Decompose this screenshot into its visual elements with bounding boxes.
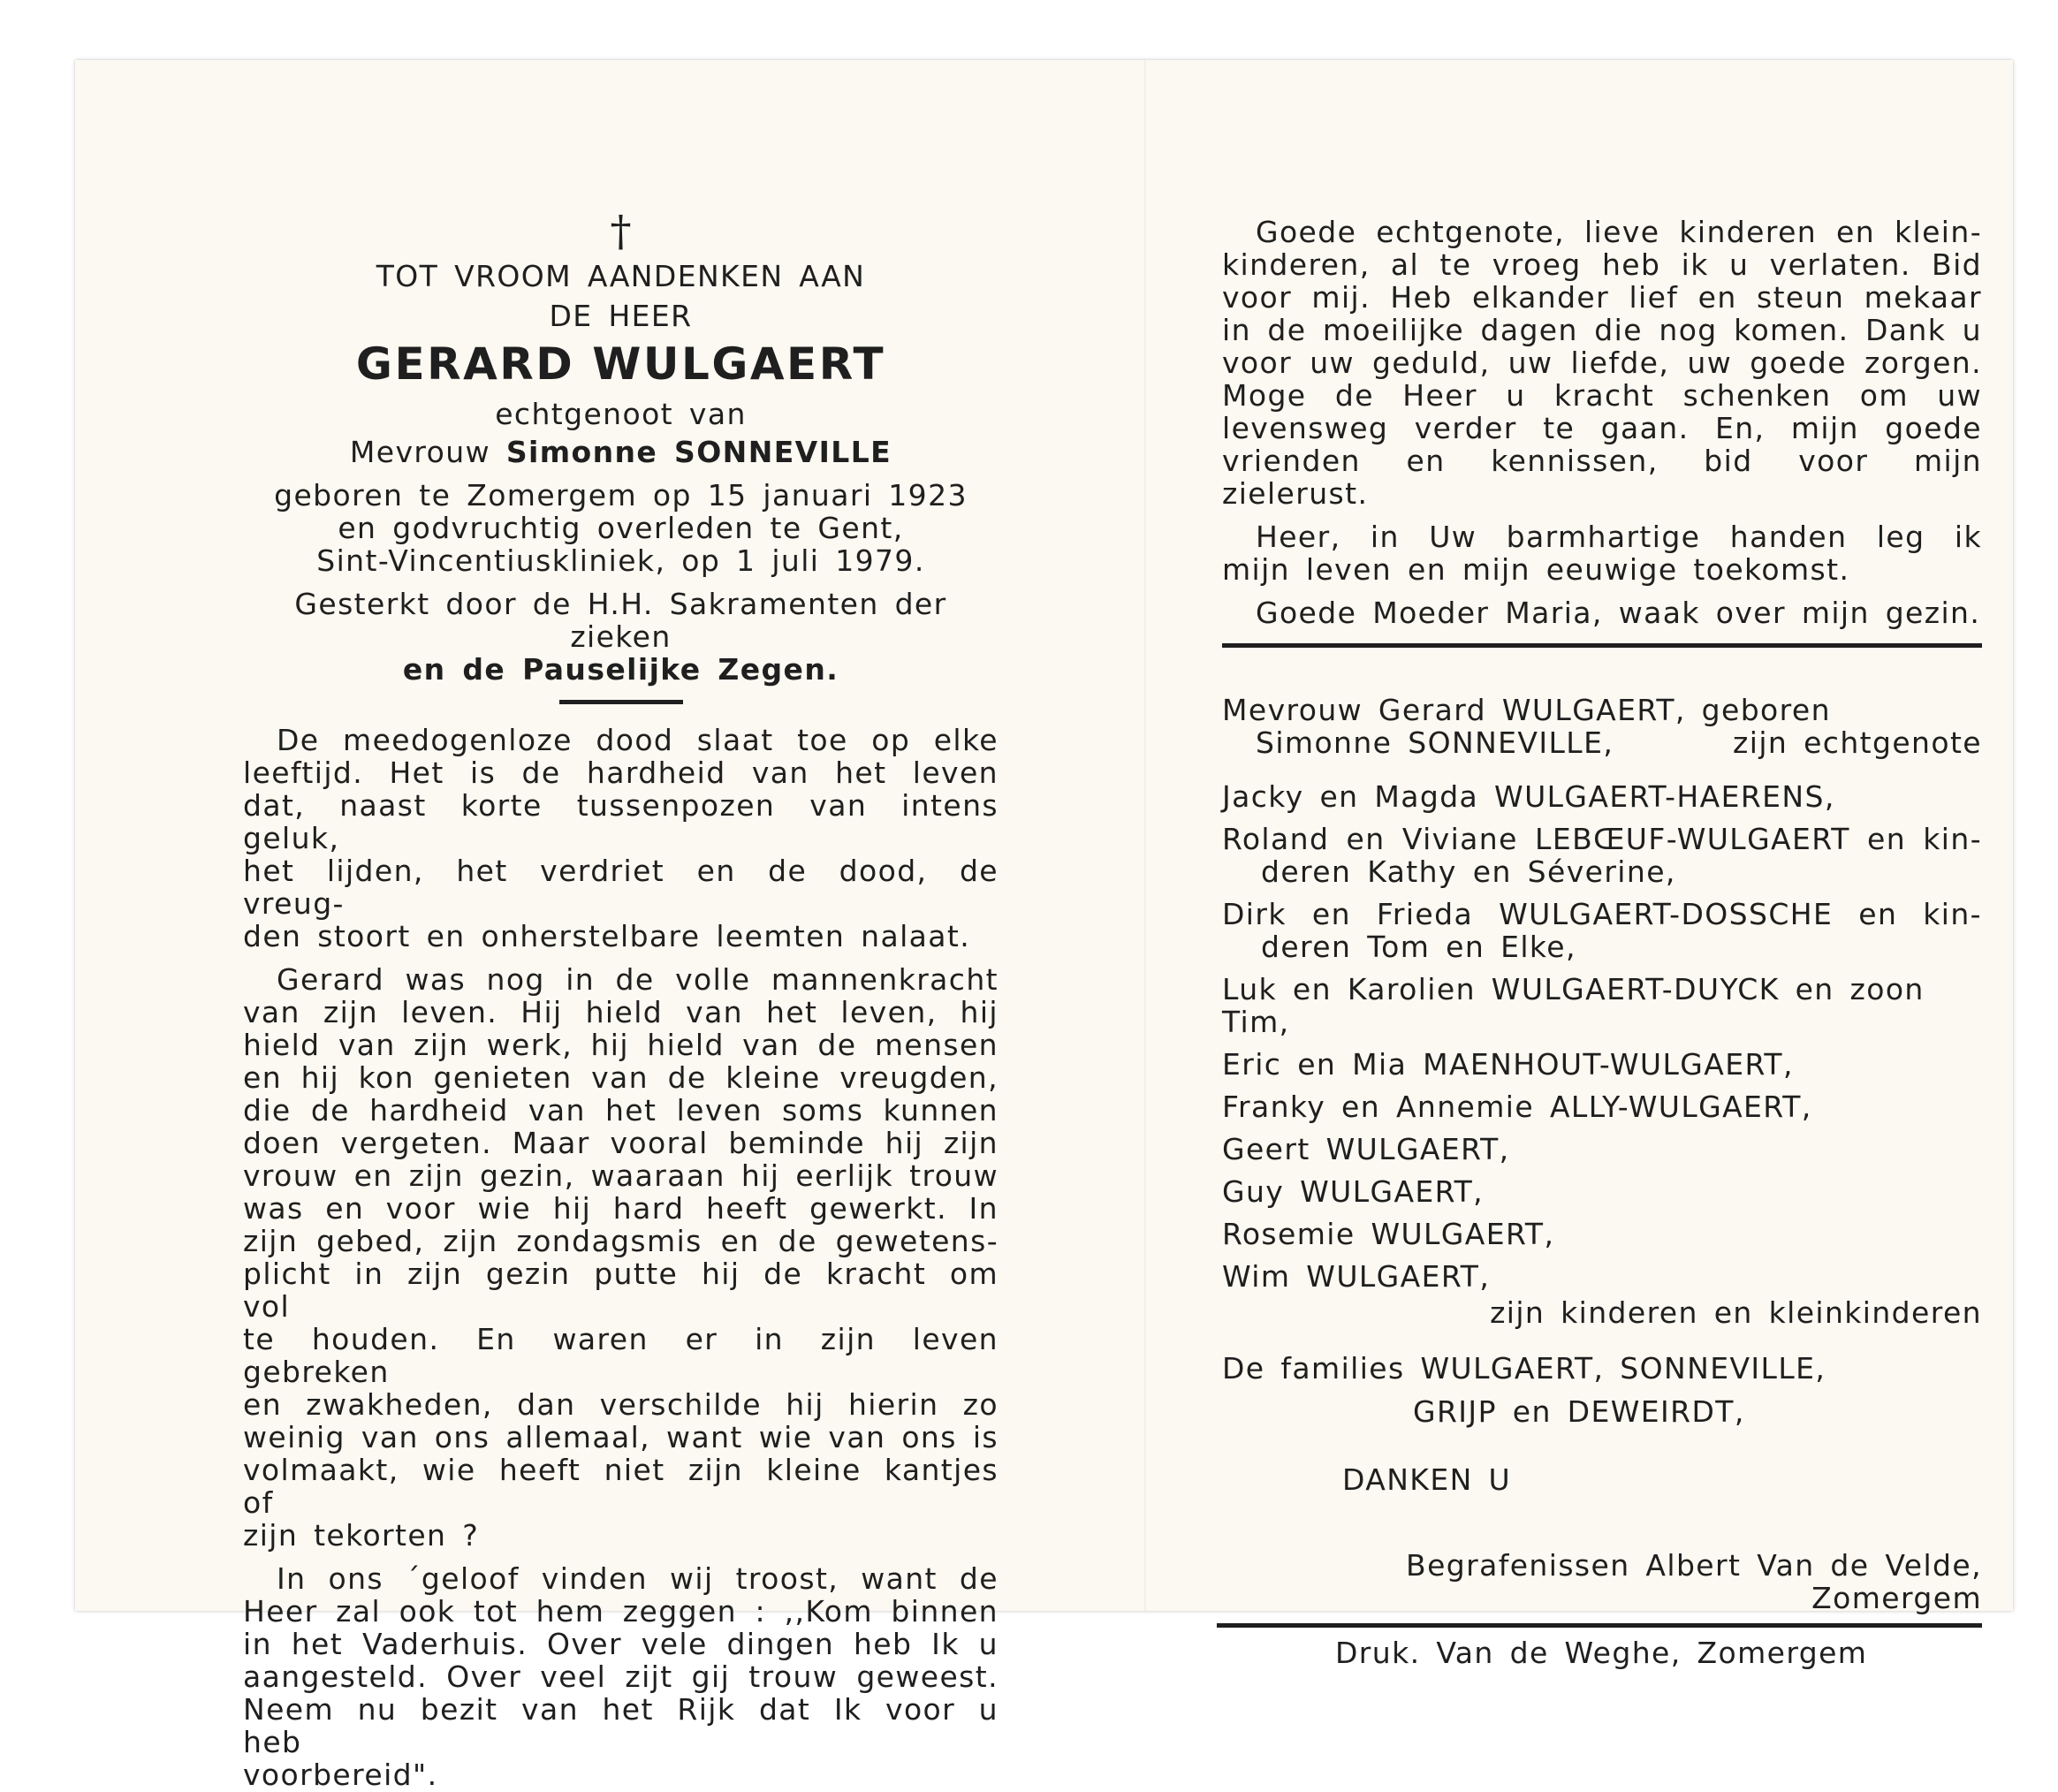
- text-line: en zwakheden, dan verschilde hij hierin zo: [243, 1387, 999, 1422]
- text-line: voor uw geduld, uw liefde, uw goede zorgen.: [1222, 345, 1982, 380]
- widow-line-1: Mevrouw Gerard WULGAERT, geboren: [1222, 693, 1831, 727]
- text-line: was en voor wie hij hard heeft gewerkt. In: [243, 1191, 999, 1226]
- widow-role: zijn echtgenote: [1733, 725, 1982, 760]
- undertaker-line: Begrafenissen Albert Van de Velde, Zomergem: [1406, 1548, 1982, 1615]
- printer-line: Druk. Van de Weghe, Zomergem: [1335, 1636, 1868, 1670]
- text-line: Gerard was nog in de volle mannenkracht: [277, 962, 999, 997]
- prayer-paragraph-1: [1222, 216, 1982, 510]
- text-line: volmaakt, wie heeft niet zijn kleine kantjes of: [243, 1453, 999, 1520]
- text-line: doen vergeten. Maar vooral beminde hij zijn: [243, 1126, 999, 1160]
- birth-line: geboren te Zomergem op 15 januari 1923: [274, 478, 968, 513]
- paragraph-2: [243, 963, 999, 1552]
- list-item: Dirk en Frieda WULGAERT-DOSSCHE en kin-: [1222, 897, 1982, 931]
- text-line: leeftijd. Het is de hardheid van het leven: [243, 756, 999, 790]
- right-panel: [1222, 216, 1982, 1669]
- text-line: levensweg verder te gaan. En, mijn goede: [1222, 411, 1982, 445]
- prayer-paragraph-2: [1222, 520, 1982, 586]
- left-panel: [243, 207, 999, 1792]
- widow-name: Simonne SONNEVILLE,: [1256, 725, 1614, 760]
- text-line: zijn tekorten ?: [243, 1518, 480, 1553]
- text-line: Goede echtgenote, lieve kinderen en klein-: [1256, 215, 1982, 249]
- list-item: Franky en Annemie ALLY-WULGAERT,: [1222, 1090, 1812, 1124]
- text-line: te houden. En waren er in zijn leven gebreken: [243, 1322, 999, 1389]
- divider-rule-bottom: [1217, 1623, 1982, 1628]
- spouse-prefix: Mevrouw: [349, 435, 490, 469]
- paragraph-3: [243, 1562, 999, 1791]
- text-line: kinderen, al te vroeg heb ik u verlaten. Bid: [1222, 247, 1982, 282]
- card-fold: [1144, 60, 1146, 1611]
- text-line: weinig van ons allemaal, want wie van ons is: [243, 1420, 999, 1454]
- widow-line-2: [1222, 726, 1982, 759]
- families-line-2: GRIJP en DEWEIRDT,: [1413, 1394, 1745, 1429]
- text-line: den stoort en onherstelbare leemten nalaat.: [243, 919, 971, 953]
- text-line: en hij kon genieten van de kleine vreugden,: [243, 1060, 999, 1095]
- text-line: in de moeilijke dagen die nog komen. Dank u: [1222, 313, 1982, 347]
- text-line: Heer, in Uw barmhartige handen leg ik: [1256, 520, 1982, 554]
- deceased-name: GERARD WULGAERT: [355, 338, 886, 390]
- sacraments-line-1: Gesterkt door de H.H. Sakramenten der zieken: [294, 587, 947, 654]
- text-line: zijn gebed, zijn zondagsmis en de gewetens-: [243, 1224, 999, 1258]
- heading-line-1: TOT VROOM AANDENKEN AAN: [376, 259, 866, 293]
- text-line: voor mij. Heb elkander lief en steun mekaar: [1222, 280, 1982, 315]
- text-line: De meedogenloze dood slaat toe op elke: [277, 723, 999, 757]
- text-line: dat, naast korte tussenpozen van intens geluk,: [243, 788, 999, 855]
- text-line: vrouw en zijn gezin, waaraan hij eerlijk trouw: [243, 1158, 999, 1193]
- memorial-card: [75, 60, 2013, 1792]
- thanks-line: DANKEN U: [1342, 1462, 1512, 1497]
- divider-rule: [1222, 643, 1982, 648]
- text-line: voorbereid".: [243, 1758, 438, 1792]
- text-line: vrienden en kennissen, bid voor mijn zielerust.: [1222, 444, 1982, 511]
- death-line-1: en godvruchtig overleden te Gent,: [338, 511, 904, 545]
- list-item: deren Tom en Elke,: [1261, 930, 1576, 964]
- cross-symbol: †: [610, 207, 632, 256]
- spouse-name: Simonne SONNEVILLE: [505, 435, 892, 469]
- spouse-intro: echtgenoot van: [495, 397, 747, 431]
- death-line-2: Sint-Vincentiuskliniek, op 1 juli 1979.: [316, 543, 925, 578]
- list-item: Luk en Karolien WULGAERT-DUYCK en zoon Tim,: [1222, 972, 1925, 1039]
- text-line: die de hardheid van het leven soms kunnen: [243, 1093, 999, 1128]
- text-line: in het Vaderhuis. Over vele dingen heb Ik u: [243, 1627, 999, 1661]
- families-line-1: De families WULGAERT, SONNEVILLE,: [1222, 1351, 1826, 1386]
- spouse-line: [243, 436, 999, 468]
- sacraments-line-2: en de Pauselijke Zegen.: [402, 652, 839, 687]
- text-line: van zijn leven. Hij hield van het leven, hij: [243, 995, 999, 1029]
- list-item: Geert WULGAERT,: [1222, 1132, 1510, 1166]
- list-item: Guy WULGAERT,: [1222, 1174, 1485, 1209]
- text-line: In ons ´geloof vinden wij troost, want de: [277, 1561, 999, 1596]
- list-item: Rosemie WULGAERT,: [1222, 1217, 1555, 1251]
- paragraph-1: [243, 724, 999, 953]
- list-item: deren Kathy en Séverine,: [1261, 854, 1676, 889]
- list-item: Eric en Mia MAENHOUT-WULGAERT,: [1222, 1047, 1794, 1082]
- children-role: zijn kinderen en kleinkinderen: [1490, 1295, 1982, 1330]
- text-line: Heer zal ook tot hem zeggen : ,,Kom binnen: [243, 1594, 999, 1629]
- text-line: Moge de Heer u kracht schenken om uw: [1222, 378, 1982, 413]
- text-line: plicht in zijn gezin putte hij de kracht om vol: [243, 1257, 999, 1324]
- text-line: Neem nu bezit van het Rijk dat Ik voor u heb: [243, 1692, 999, 1759]
- text-line: mijn leven en mijn eeuwige toekomst.: [1222, 552, 1850, 587]
- prayer-line-maria: Goede Moeder Maria, waak over mijn gezin.: [1256, 596, 1981, 630]
- list-item: Jacky en Magda WULGAERT-HAERENS,: [1222, 779, 1835, 814]
- family-list: [1222, 780, 1982, 1293]
- divider-short: [559, 700, 683, 704]
- text-line: aangesteld. Over veel zijt gij trouw geweest.: [243, 1659, 999, 1694]
- list-item: Wim WULGAERT,: [1222, 1259, 1491, 1294]
- text-line: het lijden, het verdriet en de dood, de vreug-: [243, 854, 999, 921]
- heading-line-2: DE HEER: [549, 299, 693, 333]
- text-line: hield van zijn werk, hij hield van de mensen: [243, 1028, 999, 1062]
- list-item: Roland en Viviane LEBŒUF-WULGAERT en kin-: [1222, 822, 1982, 856]
